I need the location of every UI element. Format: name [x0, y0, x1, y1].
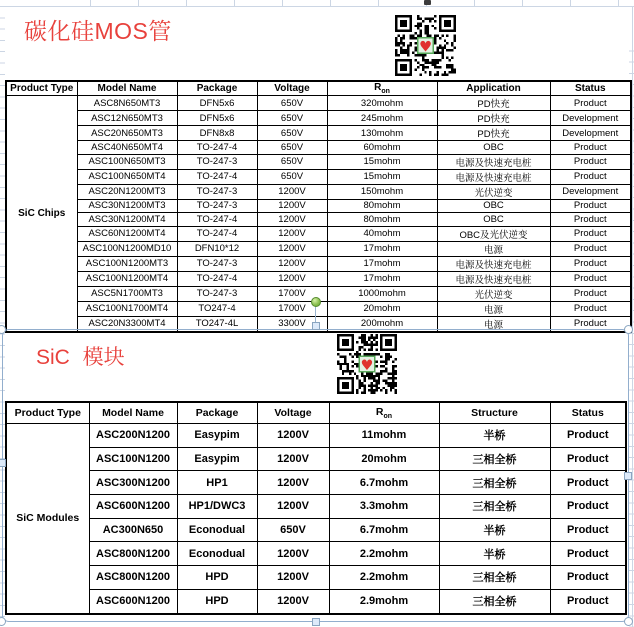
cell-ron[interactable]: 60mohm — [327, 141, 437, 155]
cell-voltage[interactable]: 1200V — [257, 566, 329, 590]
cell-voltage[interactable]: 650V — [257, 126, 327, 141]
cell-application[interactable]: 电源及快速充电桩 — [437, 271, 550, 286]
table-header-row — [6, 402, 626, 424]
cell-application[interactable]: 电源及快速充电桩 — [437, 154, 550, 169]
cell-status[interactable]: Product — [550, 96, 631, 111]
cell-ron[interactable]: 15mohm — [327, 154, 437, 169]
cell-package[interactable]: DFN5x6 — [177, 96, 257, 111]
cell-ron[interactable]: 6.7mohm — [329, 471, 439, 495]
cell-package[interactable]: HPD — [177, 566, 257, 590]
cell-model[interactable]: ASC800N1200 — [89, 566, 177, 590]
table-row — [6, 241, 631, 256]
cell-status[interactable]: Product — [550, 301, 631, 316]
cell-model[interactable]: ASC100N650MT4 — [77, 169, 177, 184]
cell-ron[interactable]: 80mohm — [327, 199, 437, 213]
cell-model[interactable]: ASC30N1200MT3 — [77, 199, 177, 213]
cell-model[interactable]: ASC5N1700MT3 — [77, 286, 177, 301]
cell-status[interactable]: Product — [550, 471, 626, 495]
col-header-model-name[interactable]: Model Name — [77, 81, 177, 96]
resize-handle-bottom-left[interactable] — [0, 617, 6, 626]
cell-package[interactable]: TO-247-3 — [177, 286, 257, 301]
table-row — [6, 566, 626, 590]
col-header-structure[interactable]: Structure — [439, 402, 550, 424]
cell-package[interactable]: DFN10*12 — [177, 241, 257, 256]
cell-model[interactable]: ASC20N3300MT4 — [77, 316, 177, 332]
cell-status[interactable]: Product — [550, 424, 626, 448]
cell-voltage[interactable]: 1200V — [257, 226, 327, 241]
cell-voltage[interactable]: 3300V — [257, 316, 327, 332]
cell-ron[interactable]: 130mohm — [327, 126, 437, 141]
table-row — [6, 256, 631, 271]
table-header-row — [6, 81, 631, 96]
cell-voltage[interactable]: 1700V — [257, 301, 327, 316]
cell-voltage[interactable]: 650V — [257, 518, 329, 542]
cell-application[interactable]: OBC — [437, 213, 550, 227]
cell-model[interactable]: ASC12N650MT3 — [77, 111, 177, 126]
cell-voltage[interactable]: 1200V — [257, 424, 329, 448]
table-row — [6, 589, 626, 613]
col-header-status[interactable]: Status — [550, 402, 626, 424]
cell-model[interactable]: ASC100N650MT3 — [77, 154, 177, 169]
cell-application[interactable]: 电源 — [437, 316, 550, 332]
col-header-status[interactable]: Status — [550, 81, 631, 96]
cell-voltage[interactable]: 650V — [257, 111, 327, 126]
cell-package[interactable]: HPD — [177, 589, 257, 613]
cell-voltage[interactable]: 650V — [257, 141, 327, 155]
qr-code-image — [395, 15, 456, 76]
cell-model[interactable]: ASC100N1200 — [89, 447, 177, 471]
cell-package[interactable]: HP1 — [177, 471, 257, 495]
cell-application[interactable]: 光伏逆变 — [437, 286, 550, 301]
resize-handle-bottom[interactable] — [312, 618, 320, 626]
table-row — [6, 424, 626, 448]
cell-application[interactable]: OBC — [437, 141, 550, 155]
cell-structure[interactable]: 三相全桥 — [439, 447, 550, 471]
cell-model[interactable]: ASC600N1200 — [89, 589, 177, 613]
cell-ron[interactable]: 40mohm — [327, 226, 437, 241]
table-row — [6, 447, 626, 471]
cell-package[interactable]: DFN8x8 — [177, 126, 257, 141]
table-row — [6, 184, 631, 199]
cell-status[interactable]: Product — [550, 169, 631, 184]
cropped-object-fragment — [424, 0, 431, 5]
cell-ron[interactable]: 150mohm — [327, 184, 437, 199]
qr-code-icon[interactable] — [337, 333, 397, 395]
ron-label: R — [375, 405, 384, 418]
cell-model[interactable]: ASC40N650MT4 — [77, 141, 177, 155]
cell-application[interactable]: 电源及快速充电桩 — [437, 169, 550, 184]
col-header-product-type[interactable]: Product Type — [6, 81, 77, 96]
table-row — [6, 518, 626, 542]
qr-code-image — [337, 333, 397, 395]
cell-structure[interactable]: 三相全桥 — [439, 589, 550, 613]
product-type-cell[interactable]: SiC Modules — [6, 424, 89, 614]
cell-status[interactable]: Product — [550, 495, 626, 519]
table-row — [6, 495, 626, 519]
cell-model[interactable]: ASC20N1200MT3 — [77, 184, 177, 199]
cell-status[interactable]: Development — [550, 126, 631, 141]
cell-ron[interactable]: 245mohm — [327, 111, 437, 126]
table-row — [6, 111, 631, 126]
resize-handle-top-right[interactable] — [624, 325, 633, 334]
cell-voltage[interactable]: 1200V — [257, 495, 329, 519]
cell-ron[interactable]: 3.3mohm — [329, 495, 439, 519]
cell-application[interactable]: OBC及光伏逆变 — [437, 226, 550, 241]
col-header-package[interactable]: Package — [177, 81, 257, 96]
cell-voltage[interactable]: 1200V — [257, 447, 329, 471]
col-header-package[interactable]: Package — [177, 402, 257, 424]
cell-model[interactable]: ASC100N1200MD10 — [77, 241, 177, 256]
cell-model[interactable]: ASC200N1200 — [89, 424, 177, 448]
table-row — [6, 154, 631, 169]
table-row — [6, 199, 631, 213]
cell-application[interactable]: OBC — [437, 199, 550, 213]
section-title-sic-modules: SiC 模块 — [36, 346, 125, 369]
cell-status[interactable]: Product — [550, 286, 631, 301]
cell-status[interactable]: Product — [550, 566, 626, 590]
cell-structure[interactable]: 三相全桥 — [439, 495, 550, 519]
cell-ron[interactable]: 20mohm — [329, 447, 439, 471]
cell-model[interactable]: ASC20N650MT3 — [77, 126, 177, 141]
cell-model[interactable]: ASC100N1200MT3 — [77, 256, 177, 271]
table-row — [6, 126, 631, 141]
cell-voltage[interactable]: 1200V — [257, 542, 329, 566]
cell-voltage[interactable]: 650V — [257, 154, 327, 169]
cell-voltage[interactable]: 1200V — [257, 199, 327, 213]
cell-ron[interactable]: 17mohm — [327, 271, 437, 286]
cell-voltage[interactable]: 1200V — [257, 471, 329, 495]
cell-package[interactable]: Econodual — [177, 542, 257, 566]
resize-handle-top-left[interactable] — [0, 325, 6, 334]
cell-model[interactable]: ASC60N1200MT4 — [77, 226, 177, 241]
cell-model[interactable]: ASC8N650MT3 — [77, 96, 177, 111]
col-header-ron[interactable] — [327, 81, 437, 96]
gridline-horizontal-top — [0, 6, 634, 7]
table-row — [6, 141, 631, 155]
cell-model[interactable]: ASC300N1200 — [89, 471, 177, 495]
table-row — [6, 542, 626, 566]
cell-ron[interactable]: 15mohm — [327, 169, 437, 184]
cell-ron[interactable]: 200mohm — [327, 316, 437, 332]
cell-ron[interactable]: 6.7mohm — [329, 518, 439, 542]
table-row — [6, 271, 631, 286]
cell-package[interactable]: TO-247-4 — [177, 169, 257, 184]
resize-handle-right[interactable] — [624, 472, 632, 480]
cell-voltage[interactable]: 1200V — [257, 184, 327, 199]
cell-structure[interactable]: 三相全桥 — [439, 566, 550, 590]
cell-structure[interactable]: 三相全桥 — [439, 471, 550, 495]
cell-application[interactable]: 电源 — [437, 241, 550, 256]
cell-structure[interactable]: 半桥 — [439, 424, 550, 448]
cell-status[interactable]: Product — [550, 271, 631, 286]
section-title-sic-mosfet: 碳化硅MOS管 — [24, 18, 172, 44]
cell-voltage[interactable]: 1200V — [257, 271, 327, 286]
svg-text:♥: ♥ — [360, 357, 374, 374]
cell-application[interactable]: 电源 — [437, 301, 550, 316]
svg-text:♥: ♥ — [418, 38, 433, 56]
cell-package[interactable]: TO-247-4 — [177, 141, 257, 155]
cell-ron[interactable]: 20mohm — [327, 301, 437, 316]
cell-status[interactable]: Product — [550, 154, 631, 169]
cell-ron[interactable]: 320mohm — [327, 96, 437, 111]
cell-structure[interactable]: 半桥 — [439, 518, 550, 542]
cell-package[interactable]: Easypim — [177, 424, 257, 448]
cell-package[interactable]: TO247-4L — [177, 316, 257, 332]
cell-status[interactable]: Product — [550, 226, 631, 241]
cell-package[interactable]: TO-247-3 — [177, 256, 257, 271]
resize-handle-bottom-right[interactable] — [624, 617, 633, 626]
col-header-voltage[interactable]: Voltage — [257, 402, 329, 424]
cell-model[interactable]: AC300N650 — [89, 518, 177, 542]
cell-voltage[interactable]: 1200V — [257, 213, 327, 227]
cell-status[interactable]: Product — [550, 589, 626, 613]
cell-application[interactable]: 光伏逆变 — [437, 184, 550, 199]
cell-status[interactable]: Product — [550, 141, 631, 155]
cell-package[interactable]: Econodual — [177, 518, 257, 542]
cell-ron[interactable]: 11mohm — [329, 424, 439, 448]
cell-model[interactable]: ASC100N1700MT4 — [77, 301, 177, 316]
cell-status[interactable]: Development — [550, 184, 631, 199]
cell-ron[interactable]: 2.2mohm — [329, 542, 439, 566]
cell-application[interactable]: PD快充 — [437, 111, 550, 126]
cell-status[interactable]: Product — [550, 199, 631, 213]
cell-status[interactable]: Product — [550, 542, 626, 566]
cell-package[interactable]: TO-247-3 — [177, 199, 257, 213]
col-header-application[interactable]: Application — [437, 81, 550, 96]
cell-voltage[interactable]: 1200V — [257, 256, 327, 271]
cell-status[interactable]: Product — [550, 241, 631, 256]
rotation-handle-icon[interactable] — [311, 297, 321, 307]
cell-model[interactable]: ASC30N1200MT4 — [77, 213, 177, 227]
resize-handle-left[interactable] — [0, 459, 6, 467]
cell-package[interactable]: TO-247-4 — [177, 213, 257, 227]
cell-ron[interactable]: 80mohm — [327, 213, 437, 227]
cell-ron[interactable]: 1000mohm — [327, 286, 437, 301]
cell-voltage[interactable]: 650V — [257, 169, 327, 184]
cell-package[interactable]: TO-247-3 — [177, 154, 257, 169]
table-row — [6, 226, 631, 241]
cell-ron[interactable]: 2.2mohm — [329, 566, 439, 590]
cell-status[interactable]: Product — [550, 213, 631, 227]
cell-status[interactable]: Product — [550, 447, 626, 471]
cell-application[interactable]: 电源及快速充电桩 — [437, 256, 550, 271]
cell-status[interactable]: Product — [550, 316, 631, 332]
cell-model[interactable]: ASC100N1200MT4 — [77, 271, 177, 286]
cell-voltage[interactable]: 1200V — [257, 241, 327, 256]
table-row — [6, 169, 631, 184]
cell-package[interactable]: TO-247-4 — [177, 226, 257, 241]
cell-package[interactable]: DFN5x6 — [177, 111, 257, 126]
cell-status[interactable]: Development — [550, 111, 631, 126]
cell-application[interactable]: PD快充 — [437, 126, 550, 141]
cell-status[interactable]: Product — [550, 256, 631, 271]
cell-application[interactable]: PD快充 — [437, 96, 550, 111]
table-row — [6, 96, 631, 111]
col-header-product-type[interactable]: Product Type — [6, 402, 89, 424]
cell-package[interactable]: TO-247-3 — [177, 184, 257, 199]
product-type-cell[interactable]: SiC Chips — [6, 96, 77, 332]
cell-ron[interactable]: 2.9mohm — [329, 589, 439, 613]
cell-ron[interactable]: 17mohm — [327, 256, 437, 271]
cell-model[interactable]: ASC800N1200 — [89, 542, 177, 566]
cell-structure[interactable]: 半桥 — [439, 542, 550, 566]
cell-ron[interactable]: 17mohm — [327, 241, 437, 256]
table-row — [6, 213, 631, 227]
cell-voltage[interactable]: 1200V — [257, 589, 329, 613]
col-header-model-name[interactable]: Model Name — [89, 402, 177, 424]
ron-subscript: on — [383, 413, 393, 421]
cell-package[interactable]: TO-247-4 — [177, 271, 257, 286]
cell-model[interactable]: ASC600N1200 — [89, 495, 177, 519]
table-row — [6, 471, 626, 495]
col-header-voltage[interactable]: Voltage — [257, 81, 327, 96]
cell-status[interactable]: Product — [550, 518, 626, 542]
gridline-vertical-right — [632, 6, 633, 627]
cell-package[interactable]: HP1/DWC3 — [177, 495, 257, 519]
resize-handle-top[interactable] — [312, 322, 320, 330]
col-header-ron[interactable] — [329, 402, 439, 424]
qr-code-icon[interactable] — [395, 15, 456, 76]
ron-label: R — [374, 82, 382, 93]
ron-subscript: on — [381, 88, 390, 95]
cell-voltage[interactable]: 650V — [257, 96, 327, 111]
cell-package[interactable]: Easypim — [177, 447, 257, 471]
sic-modules-table — [5, 401, 627, 615]
sic-chips-table — [5, 80, 632, 333]
cell-package[interactable]: TO247-4 — [177, 301, 257, 316]
cell-voltage[interactable]: 1700V — [257, 286, 327, 301]
